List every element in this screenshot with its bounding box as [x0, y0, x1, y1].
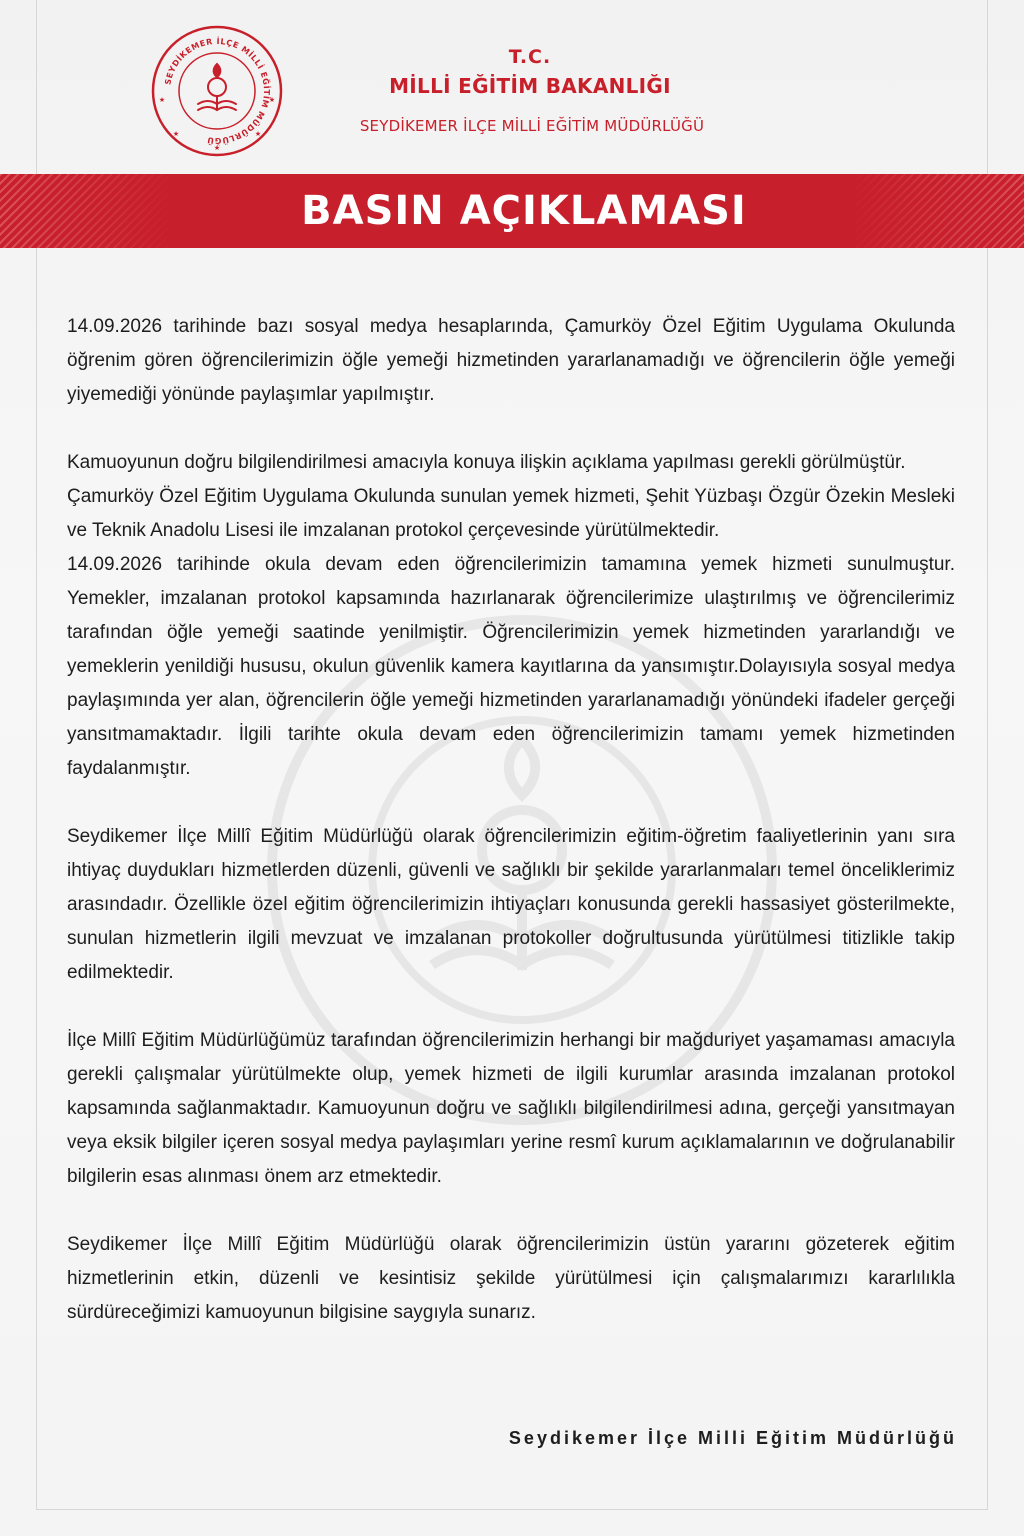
header-tc: T.C.: [508, 46, 552, 68]
svg-text:★: ★: [254, 130, 262, 138]
paragraph-intro: 14.09.2026 tarihinde bazı sosyal medya hesaplarında, Çamurköy Özel Eğitim Uygulama Okulunda öğrenim gören öğrencilerimizin öğle yemeği hizmetinden yararlanamadığı ve öğrencilerin öğle yemeği yiyemediği yönünde paylaşımlar yapılmıştır.: [67, 316, 955, 405]
svg-text:★: ★: [172, 130, 180, 138]
press-release-body: [67, 310, 955, 1330]
header-directorate-name: SEYDİKEMER İLÇE MİLLİ EĞİTİM MÜDÜRLÜĞÜ: [359, 117, 705, 135]
ministry-seal-logo: [150, 24, 284, 158]
svg-text:★: ★: [158, 96, 166, 104]
paragraph-public-info: İlçe Millî Eğitim Müdürlüğümüz tarafından öğrencilerimizin herhangi bir mağduriyet yaşamaması amacıyla gerekli çalışmalar yürütülmekte olup, yemek hizmeti de ilgili kurumlar arasında imzalanan protokol kapsamında sağlanmaktadır. Kamuoyunun doğru ve sağlıklı bilgilendirilmesi adına, gerçeği yansıtmayan veya eksik bilgiler içeren sosyal medya paylaşımları yerine resmî kurum açıklamalarının ve doğrulanabilir bilgilerin esas alınması önem arz etmektedir.: [67, 1030, 955, 1187]
svg-text:SEYDİKEMER İLÇE MİLLİ EĞİTİM M: SEYDİKEMER İLÇE MİLLİ EĞİTİM MÜDÜRLÜĞÜ: [163, 36, 272, 146]
paragraph-service-info: Çamurköy Özel Eğitim Uygulama Okulunda sunulan yemek hizmeti, Şehit Yüzbaşı Özgür Özekin Mesleki ve Teknik Anadolu Lisesi ile imzalanan protokol çerçevesinde yürütülmektedir.: [67, 486, 955, 541]
banner-title: BASIN AÇIKLAMASI: [301, 188, 747, 234]
svg-text:★: ★: [268, 96, 276, 104]
paragraph-purpose: Kamuoyunun doğru bilgilendirilmesi amacıyla konuya ilişkin açıklama yapılması gerekli görülmüştür.: [67, 452, 906, 473]
paragraph-priorities: Seydikemer İlçe Millî Eğitim Müdürlüğü olarak öğrencilerimizin eğitim-öğretim faaliyetlerinin yanı sıra ihtiyaç duydukları hizmetlerden düzenli, güvenli ve sağlıklı bir şekilde yararlanmaları temel önceliklerimiz arasındadır. Özellikle özel eğitim öğrencilerimizin ihtiyaçları konusunda gerekli hassasiyet gösterilmekte, sunulan hizmetlerin ilgili mevzuat ve imzalanan protokoller doğrultusunda yürütülmesi titizlikle takip edilmektedir.: [67, 826, 955, 983]
signature: Seydikemer İlçe Milli Eğitim Müdürlüğü: [508, 1428, 957, 1448]
header-ministry-name: MİLLİ EĞİTİM BAKANLIĞI: [389, 74, 671, 98]
title-banner: [0, 174, 1024, 248]
paragraph-closing: Seydikemer İlçe Millî Eğitim Müdürlüğü olarak öğrencilerimizin üstün yararını gözeterek eğitim hizmetlerinin etkin, düzenli ve kesintisiz şekilde yürütülmesi için çalışmalarımızı kararlılıkla sürdüreceğimizi kamuoyunun bilgisine saygıyla sunarız.: [67, 1234, 955, 1323]
svg-text:★: ★: [213, 144, 221, 152]
paragraph-details: 14.09.2026 tarihinde okula devam eden öğrencilerimizin tamamına yemek hizmeti sunulmuştur. Yemekler, imzalanan protokol kapsamında hazırlanarak öğrencilerimize ulaştırılmış ve öğrencilerimiz tarafından öğle yemeği saatinde yenilmiştir. Öğrencilerimizin yemek hizmetinden yararlandığı ve yemeklerin yenildiği hususu, okulun güvenlik kamera kayıtlarına da yansımıştır.Dolayısıyla sosyal medya paylaşımında yer alan, öğrencilerin öğle yemeği hizmetinden yararlanamadığı yönündeki ifadeler gerçeği yansıtmamaktadır. İlgili tarihte okula devam eden öğrencilerimizin tamamı yemek hizmetinden faydalanmıştır.: [67, 554, 955, 779]
